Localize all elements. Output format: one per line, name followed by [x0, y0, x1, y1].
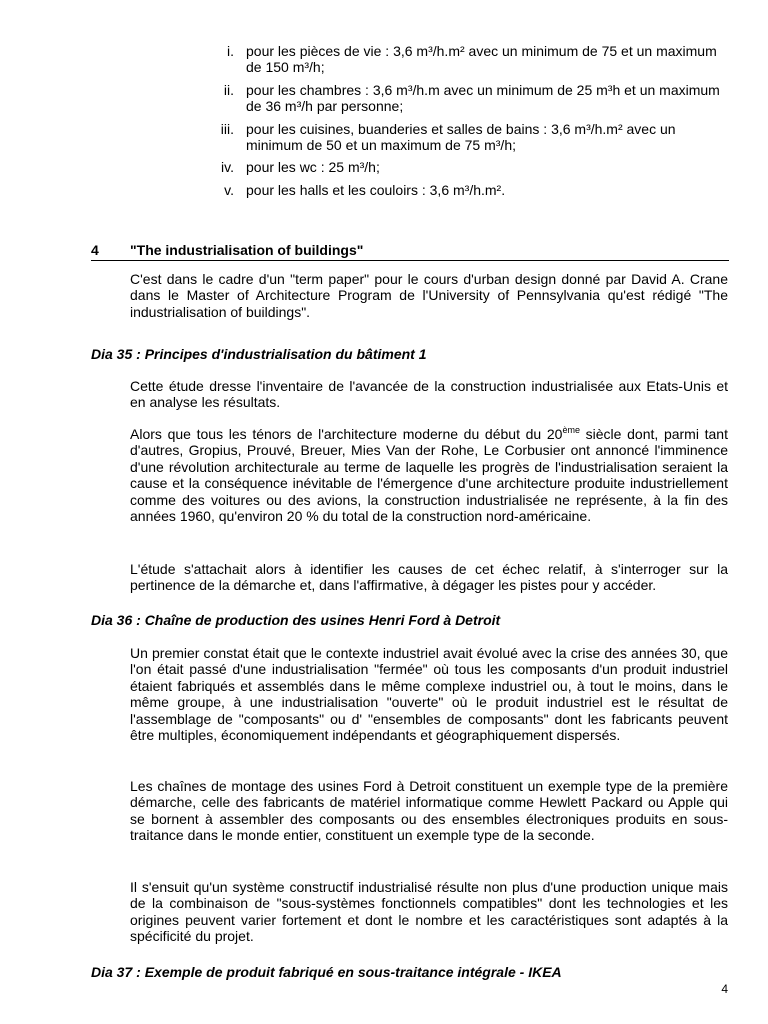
list-item-text: pour les wc : 25 m³/h; [246, 159, 380, 176]
list-item [0, 159, 768, 175]
list-item-number: ii. [223, 81, 234, 98]
list-item-number: i. [227, 43, 234, 59]
intro-paragraph: C'est dans le cadre d'un "term paper" pour le cours d'urban design donné par David A. Crane dans le Master of Architecture Program de l'University of Pennsylvania qu'est rédigé "The industrialisation of buildings". [130, 271, 728, 320]
list-item-text: pour les cuisines, buanderies et salles de bains : 3,6 m³/h.m² avec un minimum de 50 et un maximum de 75 m³/h; [246, 120, 676, 154]
dia35-paragraph-1: Cette étude dresse l'inventaire de l'avancée de la construction industrialisée aux Etats-Unis et en analyse les résultats. [130, 378, 728, 411]
list-item-text: pour les halls et les couloirs : 3,6 m³/h.m². [246, 181, 506, 198]
dia36-heading: Dia 36 : Chaîne de production des usines Henri Ford à Detroit [91, 612, 501, 628]
list-item-text: pour les pièces de vie : 3,6 m³/h.m² avec un minimum de 75 et un maximum de 150 m³/h; [246, 43, 717, 76]
dia36-paragraph-3: Il s'ensuit qu'un système constructif industrialisé résulte non plus d'une production unique mais de la combinaison de "sous-systèmes fonctionnels compatibles" dont les technologies et les origines peuvent varier fortement et dont le nombre et les caractéristiques sont adaptés à la spécificité du projet. [130, 879, 728, 945]
section-heading [91, 242, 729, 261]
dia35-heading: Dia 35 : Principes d'industrialisation du bâtiment 1 [91, 346, 427, 362]
ventilation-rates-list [0, 43, 768, 204]
list-item [0, 182, 768, 198]
list-item-number: iii. [220, 120, 234, 137]
dia37-heading: Dia 37 : Exemple de produit fabriqué en sous-traitance intégrale - IKEA [91, 964, 562, 980]
list-item [0, 121, 768, 154]
page-number: 4 [721, 982, 728, 996]
list-item-number: iv. [221, 159, 234, 176]
section-title: "The industrialisation of buildings" [130, 242, 364, 258]
section-number: 4 [91, 242, 99, 258]
dia35-paragraph-3: L'étude s'attachait alors à identifier les causes de cet échec relatif, à s'interroger sur la pertinence de la démarche et, dans l'affirmative, à dégager les pistes pour y accéder. [130, 561, 728, 594]
superscript-eme: ème [562, 425, 580, 435]
dia36-paragraph-2: Les chaînes de montage des usines Ford à Detroit constituent un exemple type de la première démarche, celle des fabricants de matériel informatique comme Hewlett Packard ou Apple qui se bornent à assembler des composants ou des ensembles électroniques produits en sous-traitance dans le monde entier, constituent un exemple type de la seconde. [130, 778, 728, 844]
dia36-paragraph-1: Un premier constat était que le contexte industriel avait évolué avec la crise des années 30, que l'on était passé d'une industrialisation "fermée" où tous les composants d'un produit industriel étaient fabriqués et assemblés dans le même complexe industriel ou, à tout le moins, dans le même groupe, à une industrialisation "ouverte" où le produit industriel est le résultat de l'assemblage de "composants" ou d' "ensembles de composants" dont les fabricants peuvent être multiples, économiquement indépendants et géographiquement dispersés. [130, 645, 728, 744]
dia35-paragraph-2: Alors que tous les ténors de l'architecture moderne du début du 20ème siècle dont, parmi tant d'autres, Gropius, Prouvé, Breuer, Mies Van der Rohe, Le Corbusier ont annoncé l'imminence d'une révolution architecturale au terme de laquelle les progrès de l'industrialisation seraient la cause et la conséquence inévitable de l'émergence d'une architecture produite industriellement comme des voitures ou des avions, la construction industrialisée ne représente, à la fin des années 1960, qu'environ 20 % du total de la construction nord-américaine. [130, 425, 728, 525]
list-item [0, 43, 768, 76]
list-item [0, 82, 768, 115]
list-item-text: pour les chambres : 3,6 m³/h.m avec un minimum de 25 m³h et un maximum de 36 m³/h par personne; [246, 81, 720, 115]
list-item-number: v. [224, 181, 234, 198]
